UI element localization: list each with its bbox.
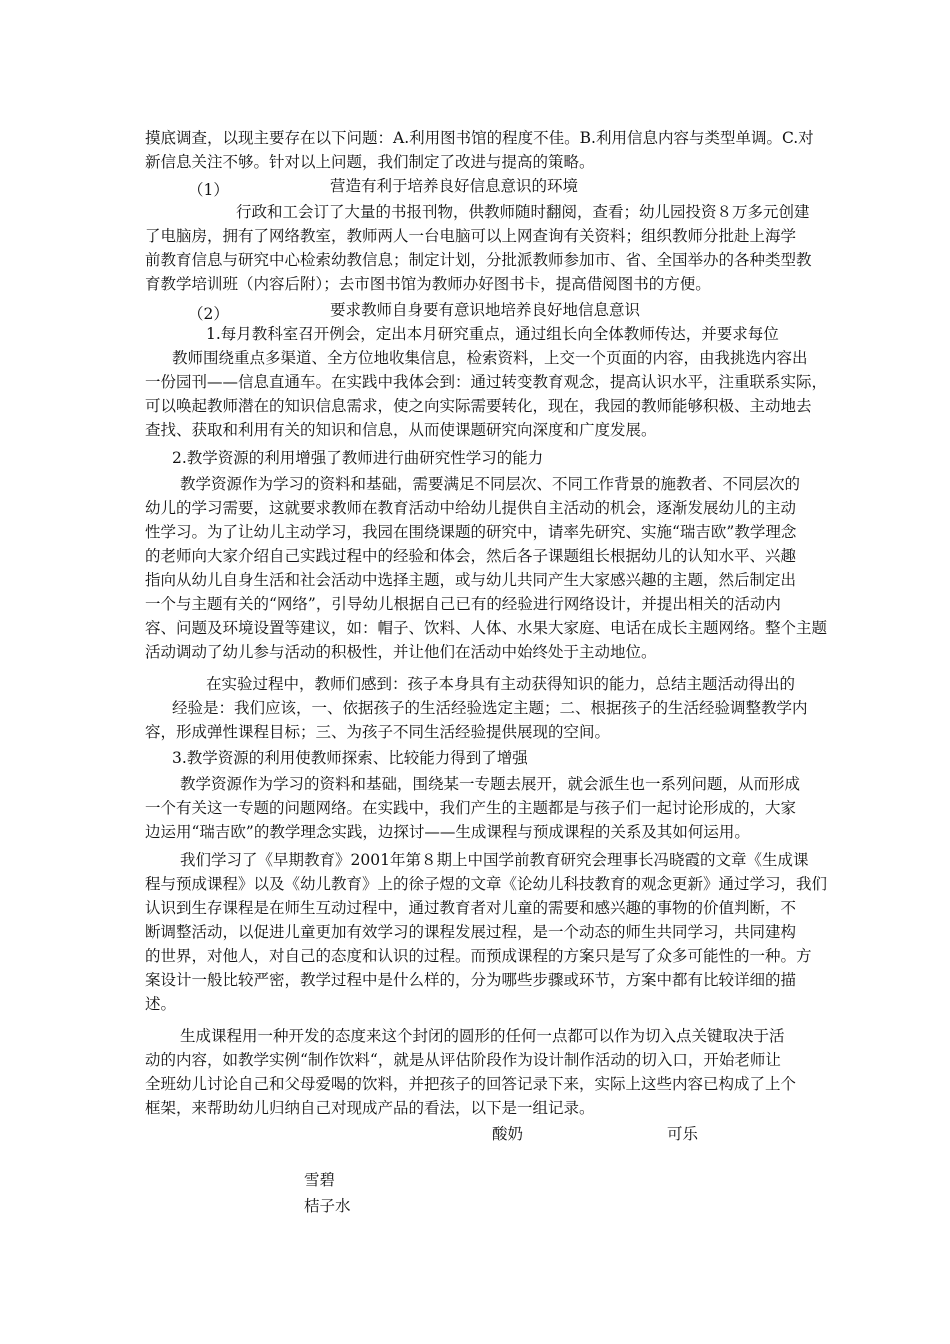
section-1-line-3: 前教育信息与研究中心检索幼教信息；制定计划，分批派教师参加市、省、全国举办的各种类型教 (145, 251, 812, 269)
item-2-line-7: 容、问题及环境设置等建议，如：帽子、饮料、人体、水果大家庭、电话在成长主题网络。整个主题 (145, 619, 828, 637)
section-1-line-4: 育教学培训班（内容后附）；去市图书馆为教师办好图书卡，提高借阅图书的方便。 (145, 275, 711, 293)
item-2-line-3: 性学习。为了让幼儿主动学习，我园在围绕课题的研究中，请率先研究、实施“瑞吉欧”教学理念 (145, 523, 797, 541)
item-2-line-5: 指向从幼儿自身生活和社会活动中选择主题，或与幼儿共同产生大家感兴趣的主题，然后制定出 (145, 571, 797, 589)
item-2-summary-line-3: 容，形成弹性课程目标；三、为孩子不同生活经验提供展现的空间。 (145, 723, 611, 741)
section-2-title: 要求教师自身要有意识地培养良好地信息意识 (330, 301, 641, 319)
generated-line-1: 生成课程用一种开发的态度来这个封闭的圆形的任何一点都可以作为切入点关键取决于活 (180, 1027, 785, 1045)
section-1-title: 营造有利于培养良好信息意识的环境 (330, 177, 579, 195)
generated-line-4: 框架，来帮助幼儿归纳自己对现成产品的看法，以下是一组记录。 (145, 1099, 595, 1117)
item-1-line-2: 教师围绕重点多渠道、全方位地收集信息，检索资料，上交一个页面的内容，由我挑选内容出 (172, 349, 808, 367)
item-2-summary-line-2: 经验是：我们应该，一、依据孩子的生活经验选定主题；二、根据孩子的生活经验调整教学内 (172, 699, 808, 717)
drink-label-d: 桔子水 (304, 1197, 351, 1215)
generated-line-3: 全班幼儿讨论自己和父母爱喝的饮料，并把孩子的回答记录下来，实际上这些内容已构成了上个 (145, 1075, 797, 1093)
intro-line-2: 新信息关注不够。针对以上问题，我们制定了改进与提高的策略。 (145, 153, 595, 171)
item-1-line-1: 1.每月教科室召开例会，定出本月研究重点，通过组长向全体教师传达，并要求每位 (206, 325, 779, 343)
item-2-line-1: 教学资源作为学习的资料和基础，需要满足不同层次、不同工作背景的施教者、不同层次的 (180, 475, 801, 493)
intro-line-1: 摸底调查，以现主要存在以下问题：A.利用图书馆的程度不佳。B.利用信息内容与类型单调。C.对 (145, 129, 814, 147)
drink-label-a: 酸奶 (492, 1125, 524, 1143)
item-3-line-1: 教学资源作为学习的资料和基础，围绕某一专题去展开，就会派生也一系列问题，从而形成 (180, 775, 801, 793)
item-2-line-8: 活动调动了幼儿参与活动的积极性，并让他们在活动中始终处于主动地位。 (145, 643, 657, 661)
item-1-line-4: 可以唤起教师潜在的知识信息需求，使之向实际需要转化，现在，我园的教师能够积极、主动地去 (145, 397, 812, 415)
section-1-line-1: 行政和工会订了大量的书报刊物，供教师随时翻阅，查看；幼儿园投资８万多元创建 (236, 203, 810, 221)
section-1-line-2: 了电脑房，拥有了网络教室，教师两人一台电脑可以上网查询有关资料；组织教师分批赴上海学 (145, 227, 797, 245)
drink-label-b: 可乐 (667, 1125, 699, 1143)
study-line-6: 案设计一般比较严密，教学过程中是什么样的，分为哪些步骤或环节，方案中都有比较详细的描 (145, 971, 797, 989)
item-2-summary-line-1: 在实验过程中，教师们感到：孩子本身具有主动获得知识的能力，总结主题活动得出的 (206, 675, 796, 693)
item-3-title: 3.教学资源的利用使教师探索、比较能力得到了增强 (172, 749, 528, 767)
study-line-1: 我们学习了《早期教育》2001年第８期上中国学前教育研究会理事长冯晓霞的文章《生成课 (180, 851, 809, 869)
item-3-line-2: 一个有关这一专题的问题网络。在实践中，我们产生的主题都是与孩子们一起讨论形成的，大家 (145, 799, 797, 817)
item-2-line-2: 幼儿的学习需要，这就要求教师在教育活动中给幼儿提供自主活动的机会，逐渐发展幼儿的主动 (145, 499, 797, 517)
study-line-2: 程与预成课程》以及《幼儿教育》上的徐子煜的文章《论幼儿科技教育的观念更新》通过学习，我们 (145, 875, 828, 893)
study-line-3: 认识到生存课程是在师生互动过程中，通过教育者对儿童的需要和感兴趣的事物的价值判断，不 (145, 899, 797, 917)
item-2-line-6: 一个与主题有关的“网络”，引导幼儿根据自己已有的经验进行网络设计，并提出相关的活动内 (145, 595, 781, 613)
study-line-5: 的世界，对他人，对自己的态度和认识的过程。而预成课程的方案只是写了众多可能性的一种。方 (145, 947, 812, 965)
item-1-line-3: 一份园刊——信息直通车。在实践中我体会到：通过转变教育观念，提高认识水平，注重联系实际， (145, 373, 828, 391)
study-line-4: 断调整活动，以促进儿童更加有效学习的课程发展过程，是一个动态的师生共同学习，共同建构 (145, 923, 797, 941)
item-2-title: 2.教学资源的利用增强了教师进行曲研究性学习的能力 (172, 449, 544, 467)
item-2-line-4: 的老师向大家介绍自己实践过程中的经验和体会，然后各子课题组长根据幼儿的认知水平、兴趣 (145, 547, 797, 565)
item-1-line-5: 查找、获取和利用有关的知识和信息，从而使课题研究向深度和广度发展。 (145, 421, 657, 439)
item-3-line-3: 边运用“瑞吉欧”的教学理念实践，边探讨——生成课程与预成课程的关系及其如何运用。 (145, 823, 750, 841)
section-1-number: （1） (188, 181, 229, 199)
drink-label-c: 雪碧 (304, 1171, 336, 1189)
generated-line-2: 动的内容，如教学实例“制作饮料“，就是从评估阶段作为设计制作活动的切入口，开始老师让 (145, 1051, 781, 1069)
study-line-7: 述。 (145, 995, 177, 1013)
section-2-number: （2） (188, 305, 229, 323)
